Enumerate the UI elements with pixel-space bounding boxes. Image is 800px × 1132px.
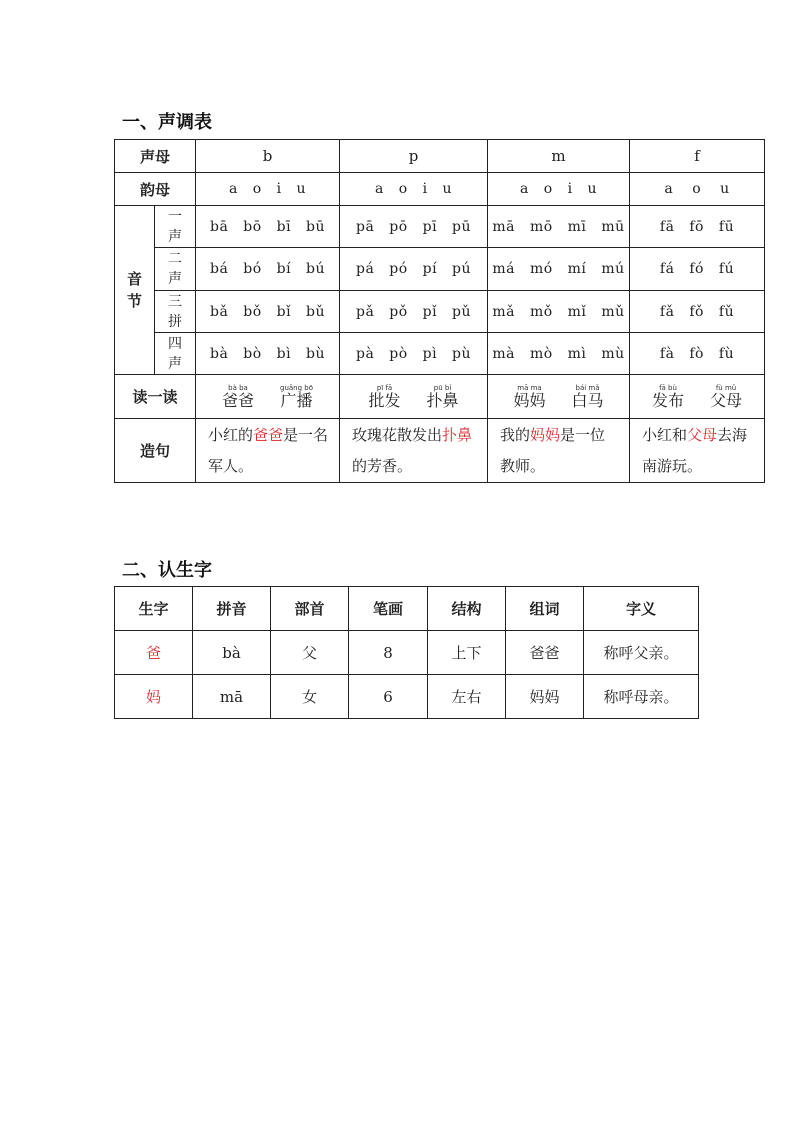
syllable-cell: má mó mí mú bbox=[488, 248, 630, 291]
syllable-cell: fà fò fù bbox=[630, 333, 765, 375]
highlight-word: 爸爸 bbox=[253, 425, 284, 444]
sentence-cell: 小红的爸爸是一名军人。 bbox=[196, 419, 340, 483]
tone-label: 一 声 bbox=[155, 206, 196, 248]
syllable-cell: fá fó fú bbox=[630, 248, 765, 291]
yunmu-cell: a o u bbox=[630, 173, 765, 206]
tone-row-2 bbox=[115, 248, 765, 291]
col-header: 字义 bbox=[584, 587, 699, 631]
col-header: 组词 bbox=[506, 587, 584, 631]
section-title-new-characters: 二、认生字 bbox=[122, 560, 212, 581]
read-word bbox=[369, 384, 401, 410]
syllable-cell: fǎ fǒ fǔ bbox=[630, 291, 765, 333]
structure-cell: 上下 bbox=[428, 631, 506, 675]
read-word-pinyin: mā ma bbox=[517, 383, 542, 392]
read-word-hanzi: 白马 bbox=[571, 390, 604, 410]
shengmu-cell: f bbox=[630, 140, 765, 173]
read-word bbox=[280, 384, 313, 410]
tone-label: 三 拼 bbox=[155, 291, 196, 333]
syllable-cell: mā mō mī mū bbox=[488, 206, 630, 248]
read-cell bbox=[488, 375, 630, 419]
read-word-pinyin: fā bù bbox=[659, 383, 677, 392]
col-header: 生字 bbox=[115, 587, 193, 631]
word-cell: 爸爸 bbox=[506, 631, 584, 675]
table-row bbox=[115, 631, 699, 675]
tone-table bbox=[114, 139, 765, 483]
highlight-word: 扑鼻 bbox=[442, 425, 473, 444]
col-header: 结构 bbox=[428, 587, 506, 631]
strokes-cell: 6 bbox=[349, 675, 428, 719]
col-header: 拼音 bbox=[193, 587, 271, 631]
read-word-pinyin: pū bí bbox=[433, 383, 452, 392]
syllable-cell: bà bò bì bù bbox=[196, 333, 340, 375]
tone-row-1 bbox=[115, 206, 765, 248]
read-word-pinyin: bái mǎ bbox=[575, 383, 600, 392]
meaning-cell: 称呼母亲。 bbox=[584, 675, 699, 719]
read-word bbox=[652, 384, 684, 410]
read-word-hanzi: 批发 bbox=[368, 390, 401, 410]
structure-cell: 左右 bbox=[428, 675, 506, 719]
read-word bbox=[222, 384, 254, 410]
read-word bbox=[572, 384, 604, 410]
shengmu-label: 声母 bbox=[115, 140, 196, 173]
read-word-hanzi: 妈妈 bbox=[513, 390, 546, 410]
tone-label: 四 声 bbox=[155, 333, 196, 375]
syllable-cell: mǎ mǒ mǐ mǔ bbox=[488, 291, 630, 333]
read-word-pinyin: pī fā bbox=[376, 383, 393, 392]
highlight-word: 妈妈 bbox=[530, 425, 561, 444]
syllable-cell: pà pò pì pù bbox=[340, 333, 488, 375]
pinyin-cell: mā bbox=[193, 675, 271, 719]
zaoju-label: 造句 bbox=[115, 419, 196, 483]
yunmu-cell: a o i u bbox=[196, 173, 340, 206]
table-row bbox=[115, 675, 699, 719]
yunmu-cell: a o i u bbox=[340, 173, 488, 206]
shengmu-row bbox=[115, 140, 765, 173]
syllable-cell: bā bō bī bū bbox=[196, 206, 340, 248]
tone-row-3 bbox=[115, 291, 765, 333]
section-title-tone-table: 一、声调表 bbox=[122, 112, 212, 133]
yinjie-label: 音 节 bbox=[115, 206, 155, 375]
strokes-cell: 8 bbox=[349, 631, 428, 675]
char-cell: 爸 bbox=[115, 631, 193, 675]
read-word-hanzi: 爸爸 bbox=[222, 390, 255, 410]
read-word-hanzi: 父母 bbox=[710, 390, 743, 410]
sentence-row bbox=[115, 419, 765, 483]
word-cell: 妈妈 bbox=[506, 675, 584, 719]
shengmu-cell: m bbox=[488, 140, 630, 173]
read-word-hanzi: 扑鼻 bbox=[426, 390, 459, 410]
highlight-word: 父母 bbox=[687, 425, 718, 444]
read-word bbox=[427, 384, 459, 410]
read-cell bbox=[340, 375, 488, 419]
col-header: 笔画 bbox=[349, 587, 428, 631]
yunmu-label: 韵母 bbox=[115, 173, 196, 206]
read-word-hanzi: 发布 bbox=[652, 390, 685, 410]
read-word bbox=[514, 384, 546, 410]
syllable-cell: pá pó pí pú bbox=[340, 248, 488, 291]
sentence-cell: 玫瑰花散发出扑鼻的芳香。 bbox=[340, 419, 488, 483]
syllable-cell: bǎ bǒ bǐ bǔ bbox=[196, 291, 340, 333]
yunmu-cell: a o i u bbox=[488, 173, 630, 206]
new-characters-table bbox=[114, 586, 699, 719]
syllable-cell: fā fō fū bbox=[630, 206, 765, 248]
shengmu-cell: b bbox=[196, 140, 340, 173]
syllable-cell: pǎ pǒ pǐ pǔ bbox=[340, 291, 488, 333]
char-cell: 妈 bbox=[115, 675, 193, 719]
read-row bbox=[115, 375, 765, 419]
yunmu-row bbox=[115, 173, 765, 206]
radical-cell: 女 bbox=[271, 675, 349, 719]
syllable-cell: mà mò mì mù bbox=[488, 333, 630, 375]
syllable-cell: pā pō pī pū bbox=[340, 206, 488, 248]
tone-label: 二 声 bbox=[155, 248, 196, 291]
tone-row-4 bbox=[115, 333, 765, 375]
sentence-cell: 小红和父母去海南游玩。 bbox=[630, 419, 765, 483]
read-word-pinyin: guǎng bō bbox=[280, 383, 314, 392]
pinyin-cell: bà bbox=[193, 631, 271, 675]
read-word-pinyin: fù mǔ bbox=[715, 383, 737, 392]
col-header: 部首 bbox=[271, 587, 349, 631]
read-cell bbox=[630, 375, 765, 419]
readread-label: 读一读 bbox=[115, 375, 196, 419]
read-word bbox=[710, 384, 742, 410]
syllable-cell: bá bó bí bú bbox=[196, 248, 340, 291]
header-row bbox=[115, 587, 699, 631]
radical-cell: 父 bbox=[271, 631, 349, 675]
meaning-cell: 称呼父亲。 bbox=[584, 631, 699, 675]
sentence-cell: 我的妈妈是一位教师。 bbox=[488, 419, 630, 483]
read-word-pinyin: bà ba bbox=[228, 383, 248, 392]
shengmu-cell: p bbox=[340, 140, 488, 173]
read-cell bbox=[196, 375, 340, 419]
read-word-hanzi: 广播 bbox=[280, 390, 313, 410]
